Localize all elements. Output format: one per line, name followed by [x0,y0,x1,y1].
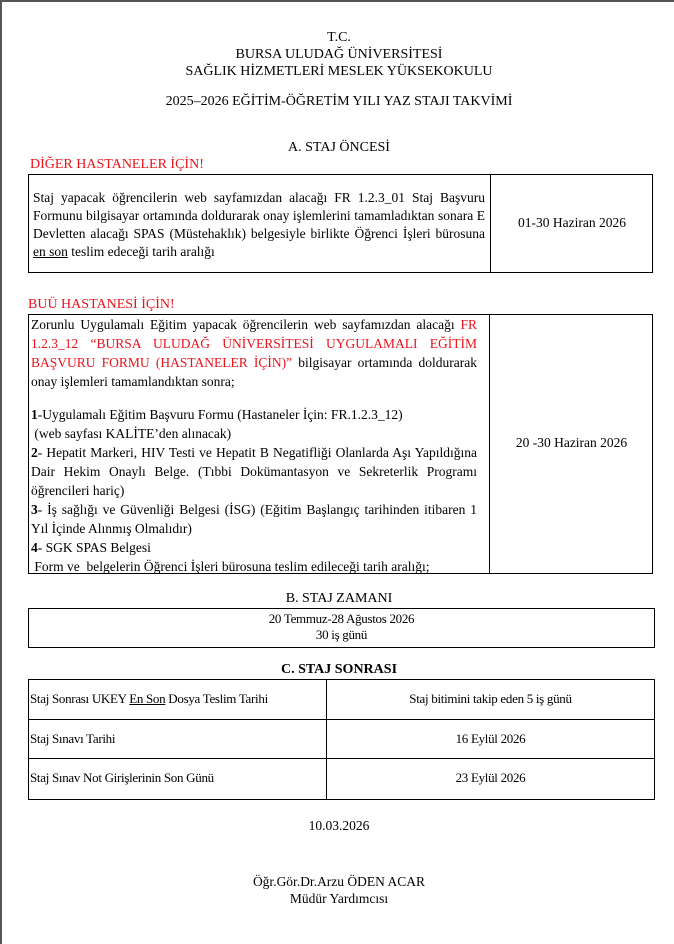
post-row-1-label [30,691,268,707]
post-row-2-label: Staj Sınavı Tarihi [30,731,116,746]
underlined-en-son: en son [33,244,68,259]
label-text-end: Dosya Teslim Tarihi [165,691,268,706]
document-title: 2025–2026 EĞİTİM-ÖĞRETİM YILI YAZ STAJI TAKVİMİ [165,94,513,109]
requirement-item-1 [31,405,477,424]
other-hospitals-heading: DİĞER HASTANELER İÇİN! [30,157,204,172]
post-row-2-value: 16 Eylül 2026 [455,731,526,746]
header-school: SAĞLIK HİZMETLERİ MESLEK YÜKSEKOKULU [185,64,493,79]
row-divider [29,719,654,720]
section-b-title: B. STAJ ZAMANI [285,591,393,606]
item-text: - Hepatit Markeri, HIV Testi ve Hepatit B Negatifliği Olanlarda Aşı Yapıldığına Dair Hekim Onaylı Belge. (Tıbbi Dokümantasyon ve Sekreterlik Programı öğrencileri hariç) [31,445,477,498]
item-number: 3 [31,502,38,517]
signatory-title: Müdür Yardımcısı [289,891,389,906]
buu-hospital-description [31,315,477,576]
post-row-3-value: 23 Eylül 2026 [455,770,526,785]
internship-duration: 30 iş günü [315,627,368,642]
other-hospitals-description [33,189,485,261]
other-hospitals-table [28,174,653,273]
internship-dates: 20 Temmuz-28 Ağustos 2026 [268,611,415,626]
underlined-en-son: En Son [129,691,166,706]
column-divider [490,175,491,272]
label-text: Staj Sonrası UKEY [30,691,130,706]
internship-period-box [28,608,655,648]
form-reference-red: FR 1.2.3_12 “BURSA ULUDAĞ ÜNİVERSİTESİ UYGULAMALI EĞİTİM BAŞVURU FORMU (HASTANELER İÇİN)” [31,317,477,370]
item-text: - İş sağlığı ve Güvenliği Belgesi (İSG) (Eğitim Başlangıç tarihinden itibaren 1 Yıl İçinde Alınmış Olmalıdır) [31,502,477,536]
post-row-1-value: Staj bitimini takip eden 5 iş günü [409,691,572,706]
buu-hospital-date: 20 -30 Haziran 2026 [515,435,628,450]
description-text-end: teslim edeceği tarih aralığı [67,244,215,259]
other-hospitals-date: 01-30 Haziran 2026 [518,215,626,230]
item-text: - SGK SPAS Belgesi [37,540,151,555]
post-row-3-label: Staj Sınav Not Girişlerinin Son Günü [30,770,214,785]
buu-closing: Form ve belgelerin Öğrenci İşleri bürosuna teslim edileceği tarih aralığı; [31,559,430,574]
intro-text-end: bilgisayar ortamında doldurarak onay işlemleri tamamlandıktan sonra; [31,355,477,389]
section-a-title: A. STAJ ÖNCESİ [288,140,390,155]
requirement-item-2 [31,443,477,500]
item-number: 2 [31,445,38,460]
document-date: 10.03.2026 [308,818,370,833]
header-tc: T.C. [327,30,351,45]
section-c-title: C. STAJ SONRASI [280,662,398,677]
buu-intro [31,315,477,391]
column-divider [489,315,490,573]
item-number: 1 [31,407,38,422]
buu-hospital-table [28,314,653,574]
signatory-name: Öğr.Gör.Dr.Arzu ÖDEN ACAR [252,874,426,889]
item-text: -Uygulamalı Eğitim Başvuru Formu (Hastaneler İçin: FR.1.2.3_12) [37,407,403,422]
item-number: 4 [31,540,38,555]
requirement-item-3 [31,500,477,538]
post-internship-table [28,679,655,800]
description-text: Staj yapacak öğrencilerin web sayfamızdan alacağı FR 1.2.3_01 Staj Başvuru Formunu bilgisayar ortamında doldurarak onay işlemlerini tamamladıktan sonara E Devletten alacağı SPAS (Müstehaklık) belgesiyle birlikte Öğrenci İşleri bürosuna [33,190,485,241]
buu-hospital-heading: BUÜ HASTANESİ İÇİN! [28,297,175,312]
row-divider [29,758,654,759]
requirement-item-4 [31,538,477,557]
header-university: BURSA ULUDAĞ ÜNİVERSİTESİ [235,47,443,62]
requirement-item-1-sub: (web sayfası KALİTE’den alınacak) [31,426,232,441]
intro-text: Zorunlu Uygulamalı Eğitim yapacak öğrencilerin web sayfamızdan alacağı [31,317,461,332]
